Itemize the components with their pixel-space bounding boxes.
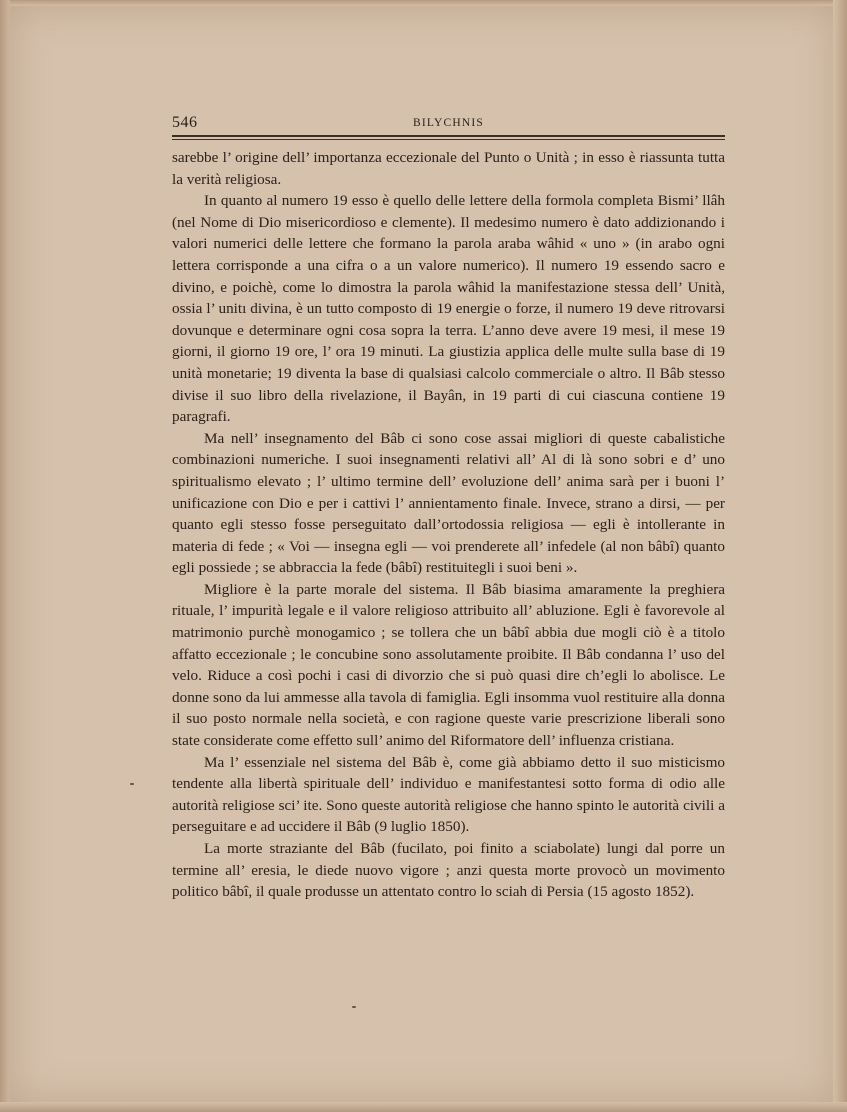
paragraph-teachings: Ma nell’ insegnamento del Bâb ci sono cose assai migliori di queste cabalistiche combinazioni numeriche. I suoi insegnamenti relativi all’ Al di là sono sobri e d’ uno spiritualismo elevato ; l’ ultimo termine dell’ evoluzione dell’ anima sarà per i buoni l’ unificazione con Dio e per i cattivi l’ annientamento finale. Invece, strano a dirsi, — per quanto egli stesso fosse perseguitato dall’ortodossia religiosa — egli è intollerante in materia di fede ; « Voi — insegna egli — voi prenderete all’ infedele (al non bâbî) quanto egli possiede ; se abbraccia la fede (bâbî) restituitegli i suoi beni ». — [172, 429, 725, 577]
page-bottom-edge — [0, 1102, 847, 1112]
paragraph-continuation: sarebbe l’ origine dell’ importanza eccezionale del Punto o Unità ; in esso è riassunta tutta la verità religiosa. — [172, 149, 725, 188]
page-left-edge — [0, 0, 10, 1112]
page-right-edge — [833, 0, 847, 1112]
paragraph-death: La morte straziante del Bâb (fucilato, poi finito a sciabolate) lungi dal porre un termine all’ eresia, le diede nuovo vigore ; anzi questa morte provocò un movimento politico bâbî, il quale produsse un attentato contro lo sciah di Persia (15 agosto 1852). — [172, 840, 725, 901]
paragraph-mysticism: Ma l’ essenziale nel sistema del Bâb è, come già abbiamo detto il suo misticismo tendente alla libertà spirituale dell’ individuo e manifestantesi sotto forma di odio alle autorità religiose sci’ ite. Sono queste autorità religiose che hanno spinto le autorità civili a perseguitare e ad uccidere il Bâb (9 luglio 1850). — [172, 753, 725, 836]
paragraph-morals: Migliore è la parte morale del sistema. Il Bâb biasima amaramente la preghiera rituale, l’ impurità legale e il valore religioso attribuito all’ abluzione. Egli è favorevole al matrimonio purchè monogamico ; se tollera che un bâbî abbia due mogli ciò è a titolo affatto eccezionale ; le concubine sono assolutamente proibite. Il Bâb condanna l’ uso del velo. Riduce a così pochi i casi di divorzio che si può quasi dire ch’egli lo abolisce. Le donne sono da lui ammesse alla tavola di famiglia. Egli insomma vuol restituire alla donna il suo posto normale nella società, e con ragione queste varie prescrizione liberali sono state considerate come effetto sull’ animo del Riformatore dell’ influenza cristiana. — [172, 580, 725, 750]
header-rule-secondary — [172, 139, 725, 140]
stray-mark — [130, 783, 134, 785]
header-rule — [172, 135, 725, 137]
running-title: BILYCHNIS — [413, 117, 484, 129]
page-header — [172, 114, 725, 134]
page-number: 546 — [172, 114, 198, 131]
paragraph-number-19: In quanto al numero 19 esso è quello delle lettere della formola completa Bismi’ llâh (nel Nome di Dio misericordioso e clemente). Il medesimo numero è dato addizionando i valori numerici delle lettere che formano la parola araba wâhid « uno » (in arabo ogni lettera corrisponde a una cifra o a un valore numerico). Il numero 19 essendo sacro e divino, e poichè, come lo dimostra la parola wâhid la manifestazione stessa dell’ Unità, ossia l’ unitı divina, è un tutto composto di 19 energie o forze, il numero 19 deve ritrovarsi dovunque e determinare ogni cosa sopra la terra. L’anno deve avere 19 mesi, il mese 19 giorni, il giorno 19 ore, l’ ora 19 minuti. La giustizia applica delle multe sulla base di 19 unità monetarie; 19 diventa la base di qualsiasi calcolo commerciale o altro. Il Bâb stesso divise il suo libro della rivelazione, il Bayân, in 19 parti di cui ciascuna contiene 19 paragrafi. — [172, 192, 725, 426]
body-text — [172, 147, 725, 903]
stray-mark — [352, 1006, 356, 1008]
page-top-edge — [0, 0, 847, 6]
